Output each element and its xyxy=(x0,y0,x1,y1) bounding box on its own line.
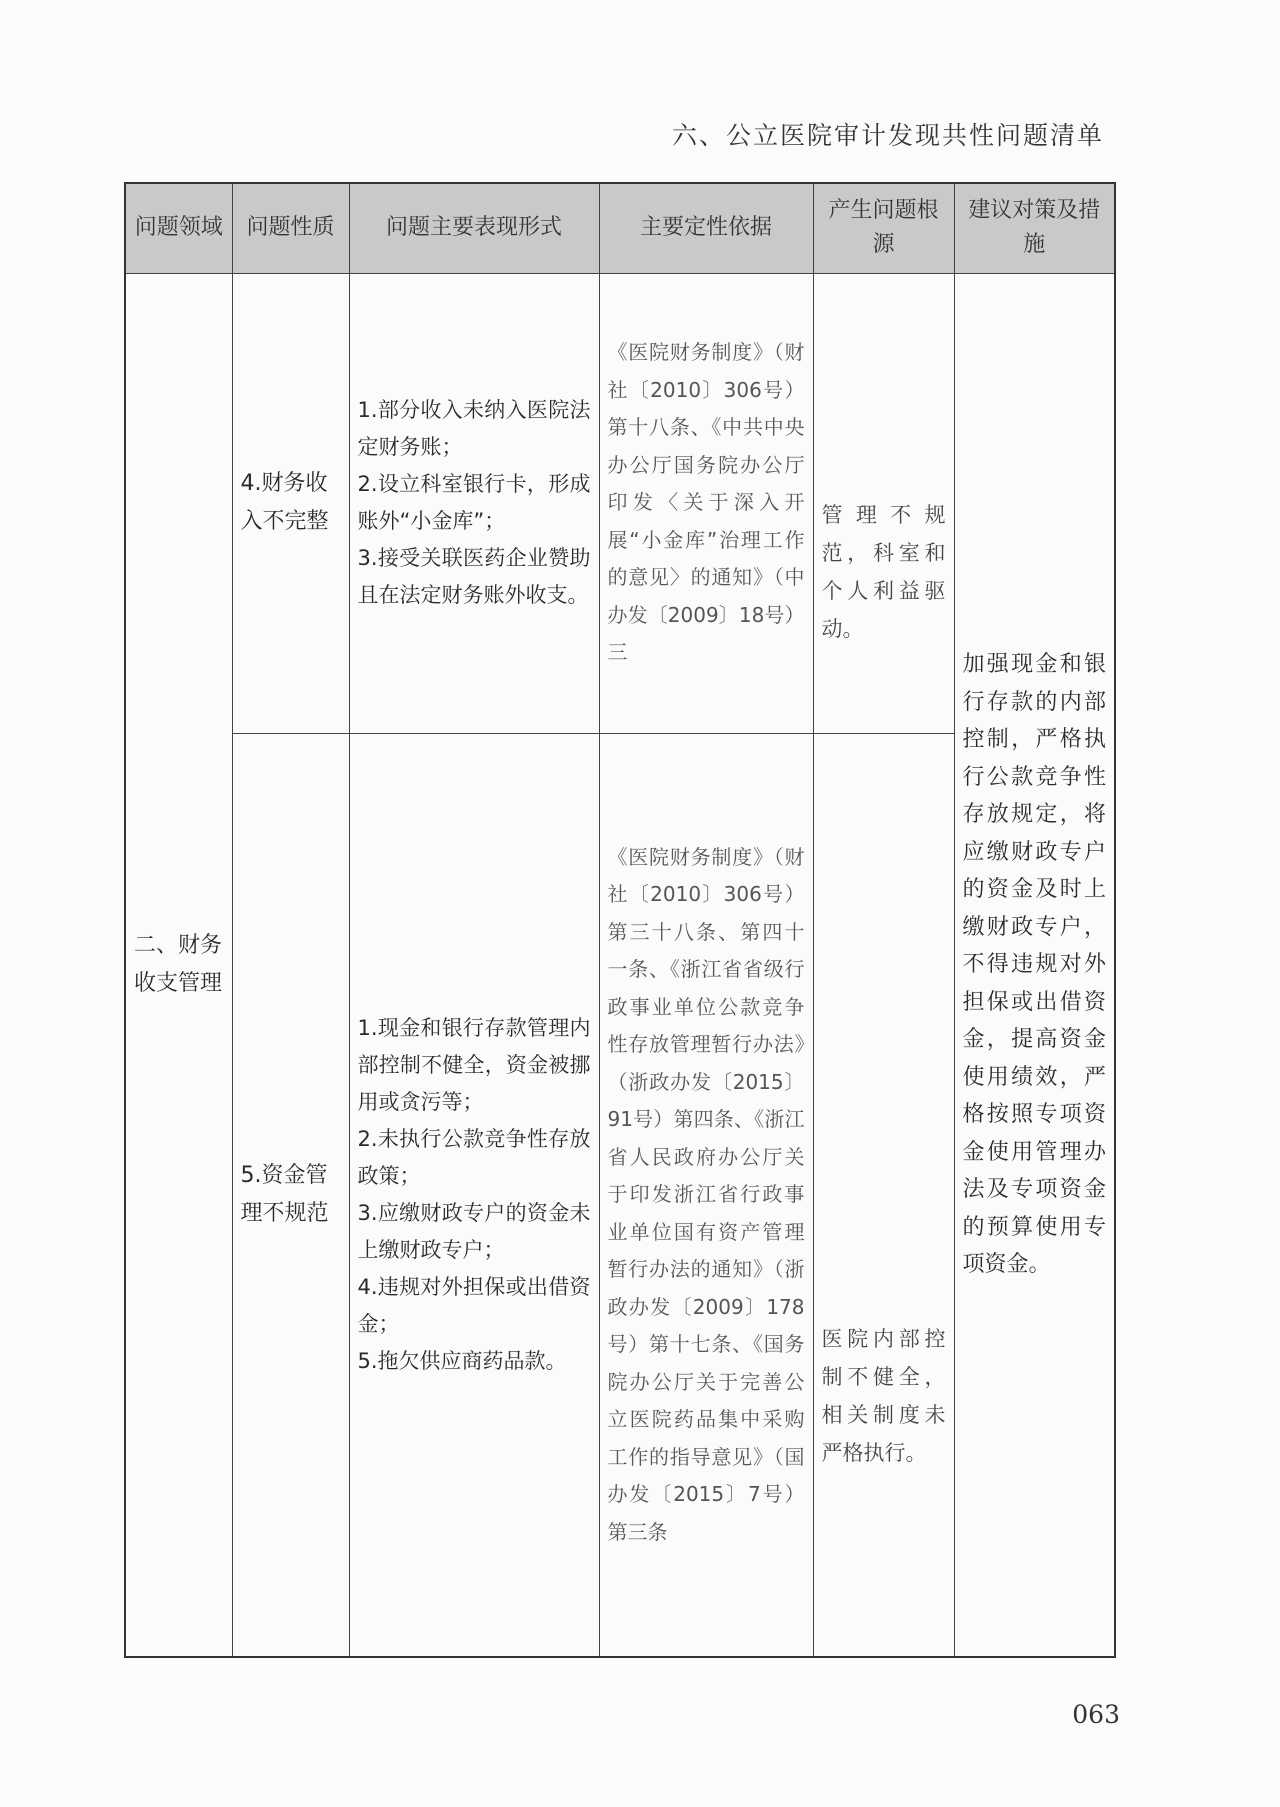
form-item: 3.应缴财政专户的资金未上缴财政专户； xyxy=(357,1200,591,1262)
form-item: 4.违规对外担保或出借资金； xyxy=(357,1274,591,1336)
problem-nature-cell: 4.财务收入不完整 xyxy=(232,273,349,733)
form-item: 1.现金和银行存款管理内部控制不健全，资金被挪用或贪污等； xyxy=(357,1015,591,1114)
legal-basis-cell: 《医院财务制度》（财社〔2010〕306号）第三十八条、第四十一条、《浙江省省级行政事业单位公款竞争性存放管理暂行办法》（浙政办发〔2015〕91号）第四条、《浙江省人民政府办公厅关于印发浙江省行政事业单位国有资产管理暂行办法的通知》（浙政办发〔2009〕178号）第十七条、《国务院办公厅关于完善公立医院药品集中采购工作的指导意见》（国办发〔2015〕7号）第三条 xyxy=(599,733,813,1657)
header-problem-nature: 问题性质 xyxy=(232,183,349,273)
table-header-row xyxy=(125,183,1115,273)
form-item: 2.未执行公款竞争性存放政策； xyxy=(357,1126,591,1188)
problem-area-cell: 二、财务收支管理 xyxy=(125,273,232,1657)
header-root-cause: 产生问题根源 xyxy=(813,183,954,273)
measures-cell: 加强现金和银行存款的内部控制，严格执行公款竞争性存放规定，将应缴财政专户的资金及时上缴财政专户，不得违规对外担保或出借资金，提高资金使用绩效，严格按照专项资金使用管理办法及专项资金的预算使用专项资金。 xyxy=(954,273,1115,1657)
main-forms-cell xyxy=(349,273,599,733)
page-number: 063 xyxy=(1072,1700,1120,1729)
legal-basis-cell: 《医院财务制度》（财社〔2010〕306号）第十八条、《中共中央办公厅国务院办公厅印发〈关于深入开展“小金库”治理工作的意见〉的通知》（中办发〔2009〕18号）三 xyxy=(599,273,813,733)
root-cause-cell xyxy=(813,733,954,1657)
audit-issues-table xyxy=(124,182,1116,1658)
form-item: 1.部分收入未纳入医院法定财务账； xyxy=(357,398,591,459)
main-forms-cell xyxy=(349,733,599,1657)
header-measures: 建议对策及措施 xyxy=(954,183,1115,273)
form-item: 2.设立科室银行卡，形成账外“小金库”； xyxy=(357,472,591,533)
header-problem-area: 问题领域 xyxy=(125,183,232,273)
form-item: 3.接受关联医药企业赞助且在法定财务账外收支。 xyxy=(357,546,591,607)
problem-nature-cell: 5.资金管理不规范 xyxy=(232,733,349,1657)
root-cause-text: 管理不规范，科室和个人利益驱动。 xyxy=(821,503,946,641)
header-legal-basis: 主要定性依据 xyxy=(599,183,813,273)
root-cause-text: 医院内部控制不健全，相关制度未严格执行。 xyxy=(821,1327,946,1466)
running-header: 六、公立医院审计发现共性问题清单 xyxy=(671,121,1104,150)
form-item: 5.拖欠供应商药品款。 xyxy=(357,1348,567,1373)
header-main-forms: 问题主要表现形式 xyxy=(349,183,599,273)
root-cause-cell xyxy=(813,273,954,733)
table-row xyxy=(125,273,1115,733)
